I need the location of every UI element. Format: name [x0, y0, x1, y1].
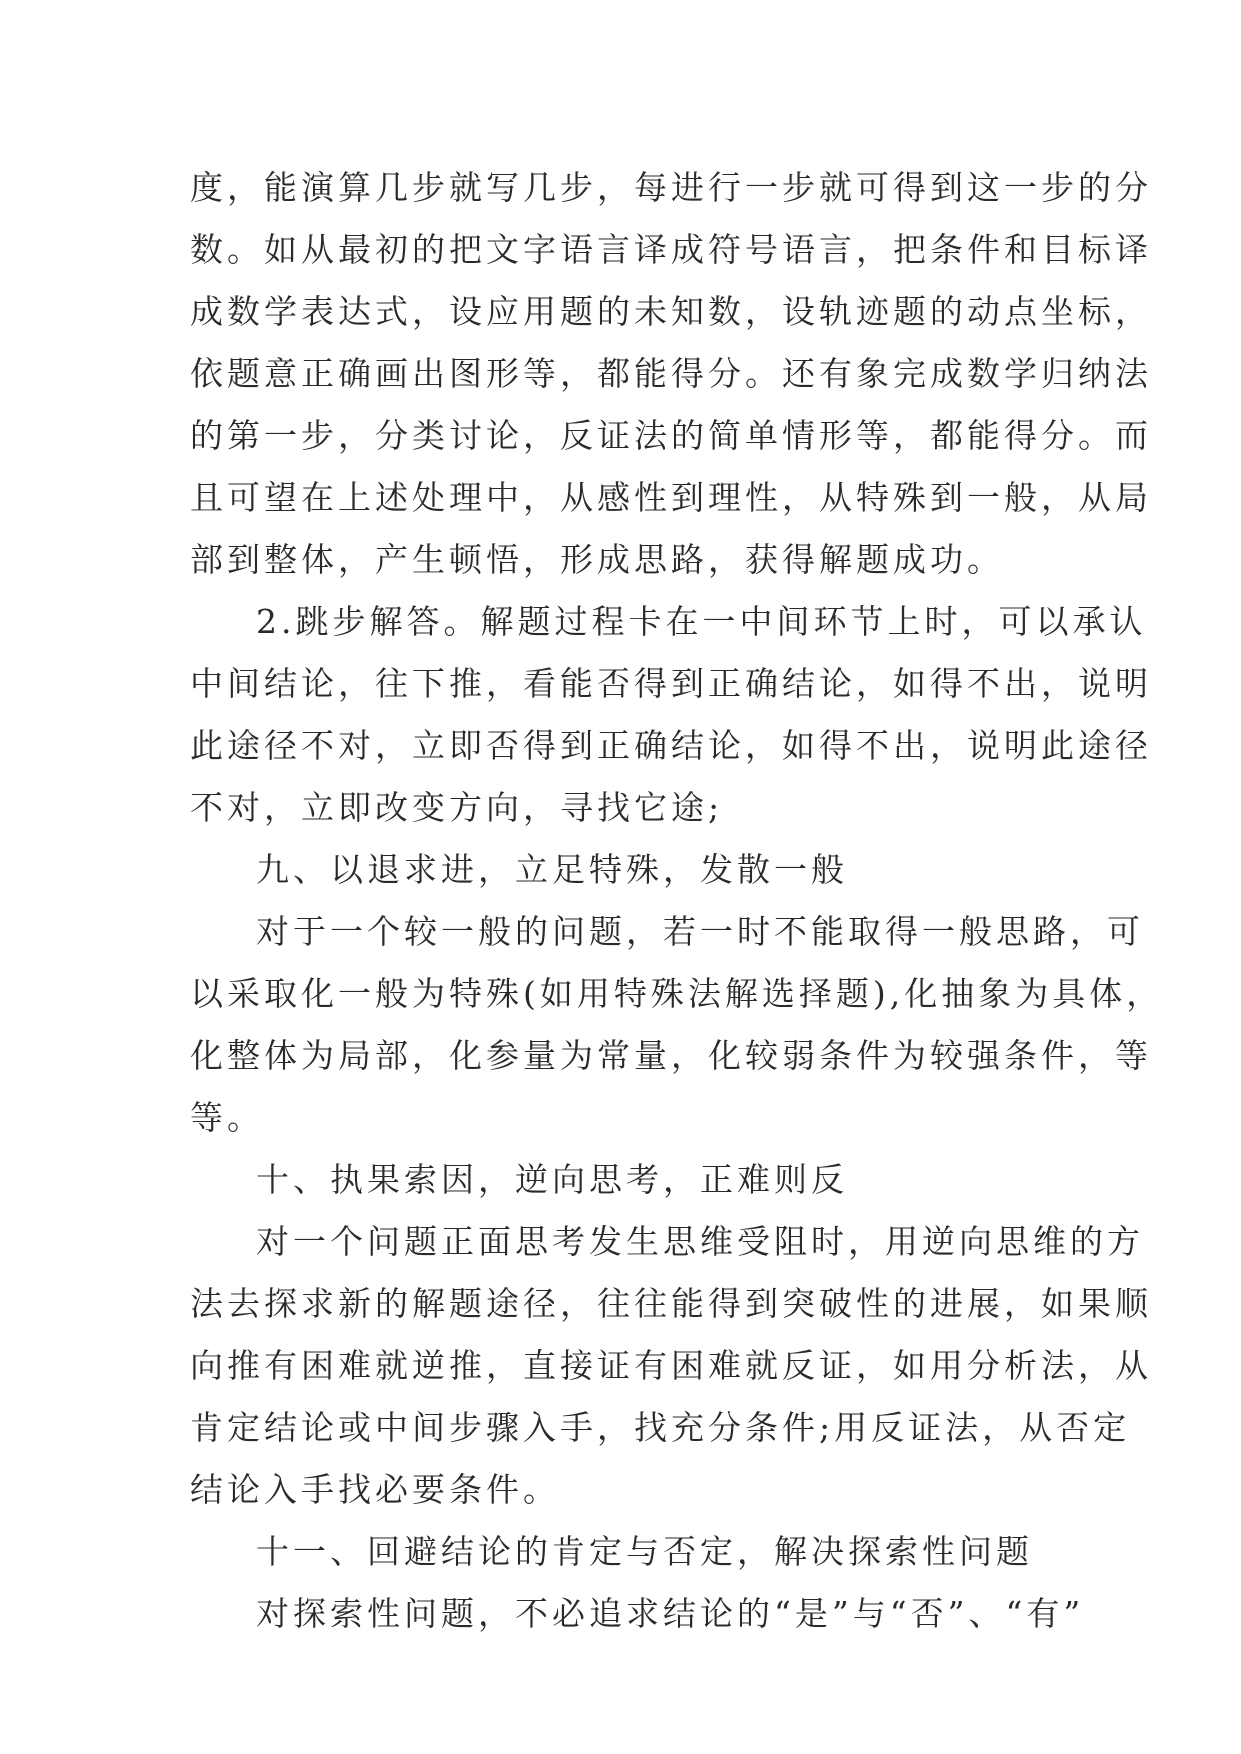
text-line: 此途径不对，立即否得到正确结论，如得不出，说明此途径 — [190, 726, 1152, 765]
section-heading: 九、以退求进，立足特殊，发散一般 — [256, 850, 848, 889]
text-line: 向推有困难就逆推，直接证有困难就反证，如用分析法，从 — [190, 1346, 1152, 1385]
section-heading: 十一、回避结论的肯定与否定，解决探索性问题 — [256, 1532, 1033, 1571]
text-line: 依题意正确画出图形等，都能得分。还有象完成数学归纳法 — [190, 354, 1152, 393]
section-heading: 十、执果索因，逆向思考，正难则反 — [256, 1160, 848, 1199]
text-line: 的第一步，分类讨论，反证法的简单情形等，都能得分。而 — [190, 416, 1152, 455]
text-line: 且可望在上述处理中，从感性到理性，从特殊到一般，从局 — [190, 478, 1152, 517]
text-line: 结论入手找必要条件。 — [190, 1470, 560, 1509]
text-line: 数。如从最初的把文字语言译成符号语言，把条件和目标译 — [190, 230, 1152, 269]
paragraph-start-line: 对探索性问题，不必追求结论的“是”与“否”、“有” — [256, 1594, 1085, 1633]
text-line: 以采取化一般为特殊(如用特殊法解选择题),化抽象为具体， — [190, 974, 1164, 1013]
document-body — [190, 157, 1164, 1645]
text-line: 法去探求新的解题途径，往往能得到突破性的进展，如果顺 — [190, 1284, 1152, 1323]
text-line: 化整体为局部，化参量为常量，化较弱条件为较强条件，等 — [190, 1036, 1152, 1075]
text-line: 成数学表达式，设应用题的未知数，设轨迹题的动点坐标， — [190, 292, 1152, 331]
text-line: 部到整体，产生顿悟，形成思路，获得解题成功。 — [190, 540, 1004, 579]
text-line: 不对，立即改变方向，寻找它途; — [190, 788, 724, 827]
paragraph-start-line: 对一个问题正面思考发生思维受阻时，用逆向思维的方 — [256, 1222, 1144, 1261]
paragraph-start-line: 2.跳步解答。解题过程卡在一中间环节上时，可以承认 — [256, 602, 1147, 641]
paragraph-start-line: 对于一个较一般的问题，若一时不能取得一般思路，可 — [256, 912, 1144, 951]
text-line: 度，能演算几步就写几步，每进行一步就可得到这一步的分 — [190, 168, 1152, 207]
text-line: 等。 — [190, 1098, 264, 1137]
text-line: 肯定结论或中间步骤入手，找充分条件;用反证法，从否定 — [190, 1408, 1131, 1447]
text-line: 中间结论，往下推，看能否得到正确结论，如得不出，说明 — [190, 664, 1152, 703]
